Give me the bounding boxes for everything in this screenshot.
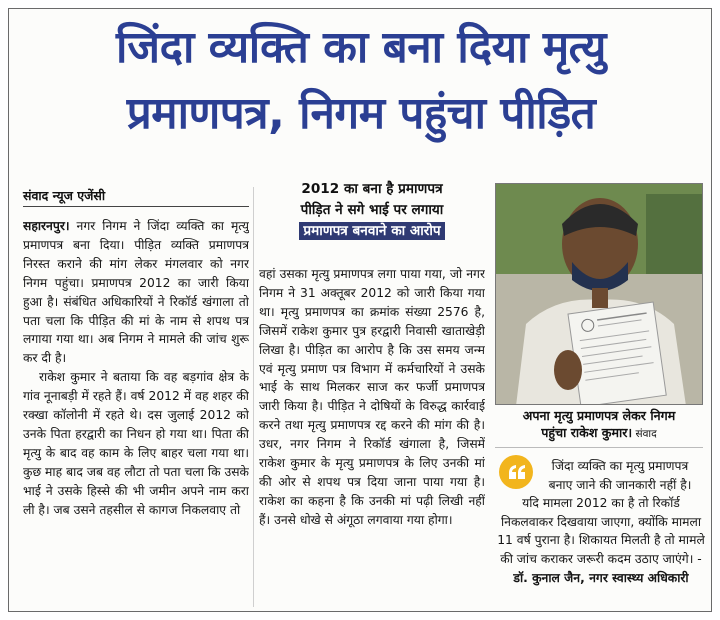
caption-line-2: पहुंचा राकेश कुमार। [541,425,633,440]
newspaper-clipping [8,8,712,612]
headline [19,15,703,147]
subheadline-line-1: 2012 का बना है प्रमाणपत्र [301,181,443,197]
caption-credit: संवाद [632,428,657,440]
column1-paragraph-2: राकेश कुमार ने बताया कि वह बड़गांव क्षेत्र के गांव नूनाबड़ी में रहते हैं। वर्ष 2012 में वह शहर की रक्खा कॉलोनी में रहते थे। दस जुलाई 2012 को उनके पिता हरद्वारी का निधन हो गया था। पिता की मृत्यु के बाद वह काम के लिए बाहर चला गया था। कुछ माह बाद जब वह लौटा तो पता चला कि उसके भाई ने उसके हिस्से की भी जमीन अपने नाम करा ली है। जब उसने तहसील से कागज निकलवाए तो [23,370,249,517]
quote-divider [495,447,703,448]
column1-paragraph-1-text: नगर निगम ने जिंदा व्यक्ति का मृत्यु प्रमाणपत्र बना दिया। पीड़ित व्यक्ति प्रमाणपत्र निरस्त कराने की मांग लेकर मंगलवार को नगर निगम पहुंचा। प्रमाणपत्र 2012 का जारी किया हुआ है। संबंधित अधिकारियों ने रिकॉर्ड खंगाला तो पता चला कि पीड़ित की मां के नाम से शपथ पत्र लगाया गया था। अब निगम ने मामले की जांच शुरू कर दी है। [23,219,249,366]
quote-body: यदि मामला 2012 का है तो रिकॉर्ड निकलवाकर दिखवाया जाएगा, क्योंकि मामला 11 वर्ष पुराना है। शिकायत मिलती है तो मामले की जांच कराकर जरूरी कदम उठाए जाएंगे। - [497,496,705,566]
man-holding-certificate-illustration [496,184,703,405]
news-photo [495,183,703,405]
byline-rule [23,206,249,207]
byline: संवाद न्यूज एजेंसी [23,188,106,203]
headline-line-2: प्रमाणपत्र, निगम पहुंचा पीड़ित [126,88,596,139]
photo-caption [495,407,703,443]
quote-line-1: जिंदा व्यक्ति का मृत्यु प्रमाणपत्र [551,459,689,473]
quote-line-2: बनाए जाने की जानकारी नहीं है। [548,477,692,492]
subheadline-line-2: पीड़ित ने सगे भाई पर लगाया [300,202,444,218]
column-divider [253,187,254,607]
subheadline-line-3: प्रमाणपत्र बनवाने का आरोप [299,222,444,240]
column1-paragraph-1 [23,217,249,368]
article-column-2 [259,265,485,610]
dateline: सहारनपुर। [23,219,70,233]
column2-paragraph-1: वहां उसका मृत्यु प्रमाणपत्र लगा पाया गया, जो नगर निगम ने 31 अक्तूबर 2012 को जारी किया गया था। मृत्यु प्रमाणपत्र का क्रमांक संख्या 2576 है, जिसमें राकेश कुमार पुत्र हरद्वारी निवासी खाताखेड़ी लिखा है। पीड़ित का आरोप है कि उस समय जन्म एवं मृत्यु प्रमाण पत्र विभाग में कर्मचारियों ने उसके भाई के साथ मिलकर साज कर फर्जी प्रमाणपत्र जारी किया है। पीड़ित ने दोषियों के विरुद्ध कार्रवाई करने तथा मृत्यु प्रमाणपत्र रद्द करने की मांग की है। उधर, नगर निगम ने रिकॉर्ड खंगाला है, जिसमें राकेश कुमार के मृत्यु प्रमाणपत्र के लिए उनकी मां की ओर से शपथ पत्र दिया जाना पाया गया है। राकेश का कहना है कि उनकी मां पढ़ी लिखी नहीं हैं। उनसे धोखे से अंगूठा लगवाया गया होगा। [259,267,485,527]
subheadline [259,179,485,242]
headline-line-1: जिंदा व्यक्ति का बना दिया मृत्यु [116,22,606,73]
official-quote [495,457,707,587]
caption-line-1: अपना मृत्यु प्रमाणपत्र लेकर निगम [522,408,676,423]
quote-author: डॉ. कुनाल जैन, नगर स्वास्थ्य अधिकारी [513,570,689,585]
article-column-1 [23,217,249,607]
